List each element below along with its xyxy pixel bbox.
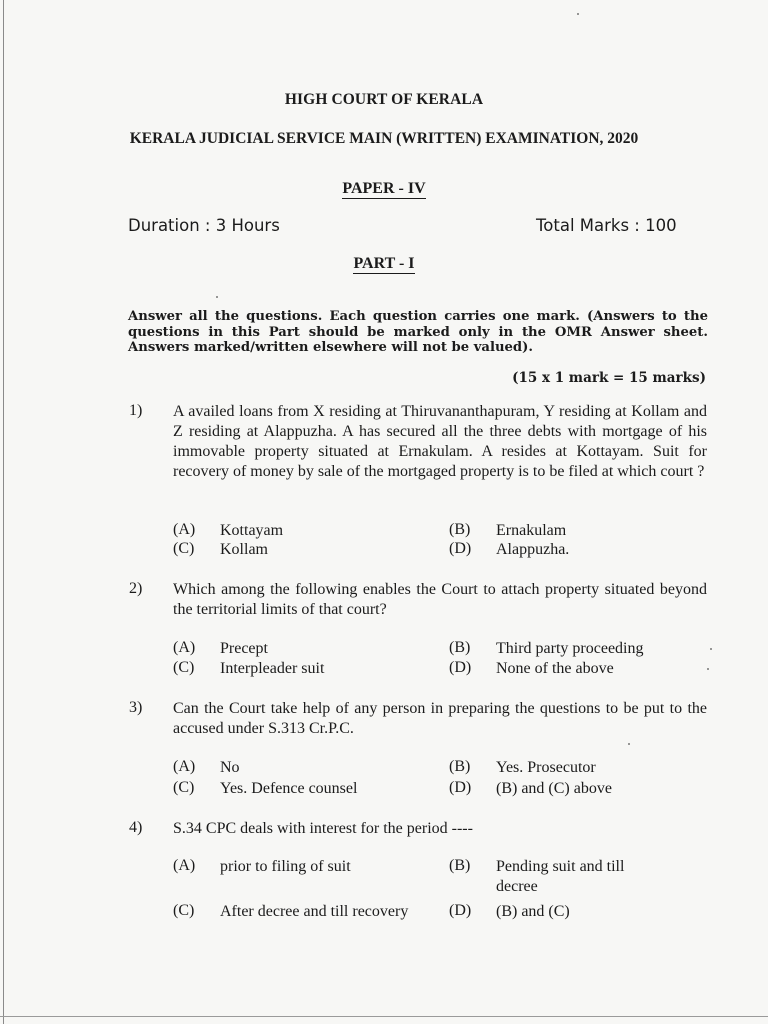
option-text: Alappuzha. bbox=[496, 541, 570, 558]
option-text: Pending suit and till decree bbox=[496, 858, 625, 895]
option-text: Yes. Defence counsel bbox=[220, 780, 358, 797]
option-text: Kollam bbox=[220, 541, 268, 558]
option-letter: (B) bbox=[449, 521, 471, 538]
scan-speck bbox=[577, 13, 579, 15]
option-letter: (A) bbox=[173, 639, 196, 656]
question-text: A availed loans from X residing at Thiruvananthapuram, Y residing at Kollam and Z residing at Alappuzha. A has secured all the three debts with mortgage of his immovable property situated at Ernakulam. A resides at Kottayam. Suit for recovery of money by sale of the mortgaged property is to be filed at which court ? bbox=[173, 403, 707, 480]
option-text: None of the above bbox=[496, 660, 614, 677]
option-letter: (A) bbox=[173, 521, 196, 538]
duration-label: Duration : 3 Hours bbox=[128, 216, 280, 235]
question-number: 4) bbox=[129, 819, 143, 836]
page-bottom-line bbox=[0, 1016, 768, 1017]
paper-title: PAPER - IV bbox=[342, 180, 426, 197]
option-letter: (C) bbox=[173, 779, 195, 796]
page-edge-line bbox=[3, 0, 4, 1024]
option-letter: (B) bbox=[449, 639, 471, 656]
scan-speck bbox=[628, 743, 630, 745]
option-letter: (D) bbox=[449, 779, 472, 796]
option-text: (B) and (C) above bbox=[496, 780, 612, 797]
part-title: PART - I bbox=[353, 255, 415, 272]
option-letter: (D) bbox=[449, 659, 472, 676]
option-text: Yes. Prosecutor bbox=[496, 759, 596, 776]
option-letter: (D) bbox=[449, 902, 472, 919]
question-number: 3) bbox=[129, 699, 143, 716]
option-letter: (C) bbox=[173, 540, 195, 557]
option-letter: (C) bbox=[173, 659, 195, 676]
option-letter: (B) bbox=[449, 857, 471, 874]
question-text: Which among the following enables the Court to attach property situated beyond the territorial limits of that court? bbox=[173, 581, 707, 618]
question-number: 1) bbox=[129, 402, 143, 419]
option-text: No bbox=[220, 759, 240, 776]
question-number: 2) bbox=[129, 580, 143, 597]
exam-title: KERALA JUDICIAL SERVICE MAIN (WRITTEN) EXAMINATION, 2020 bbox=[129, 130, 639, 147]
question-text: Can the Court take help of any person in preparing the questions to be put to the accused under S.313 Cr.P.C. bbox=[173, 700, 707, 737]
option-letter: (C) bbox=[173, 902, 195, 919]
option-text: Precept bbox=[220, 640, 268, 657]
option-text: Kottayam bbox=[220, 522, 284, 539]
instructions: Answer all the questions. Each question carries one mark. (Answers to the questions in this Part should be marked only in the OMR Answer sheet. Answers marked/written elsewhere will not be valued). bbox=[128, 309, 708, 355]
question-text: S.34 CPC deals with interest for the period ---- bbox=[173, 820, 473, 837]
option-letter: (A) bbox=[173, 857, 196, 874]
total-marks-label: Total Marks : 100 bbox=[536, 216, 677, 235]
court-title: HIGH COURT OF KERALA bbox=[284, 91, 484, 108]
option-text: After decree and till recovery bbox=[220, 903, 409, 920]
option-letter: (A) bbox=[173, 758, 196, 775]
option-letter: (B) bbox=[449, 758, 471, 775]
option-letter: (D) bbox=[449, 540, 472, 557]
scan-speck bbox=[216, 296, 218, 298]
scan-speck bbox=[707, 668, 709, 670]
scan-speck bbox=[710, 648, 712, 650]
marks-note: (15 x 1 mark = 15 marks) bbox=[512, 370, 706, 386]
option-text: prior to filing of suit bbox=[220, 858, 351, 875]
option-text: Ernakulam bbox=[496, 522, 567, 539]
option-text: Third party proceeding bbox=[496, 640, 644, 657]
option-text: (B) and (C) bbox=[496, 903, 570, 920]
option-text: Interpleader suit bbox=[220, 660, 325, 677]
